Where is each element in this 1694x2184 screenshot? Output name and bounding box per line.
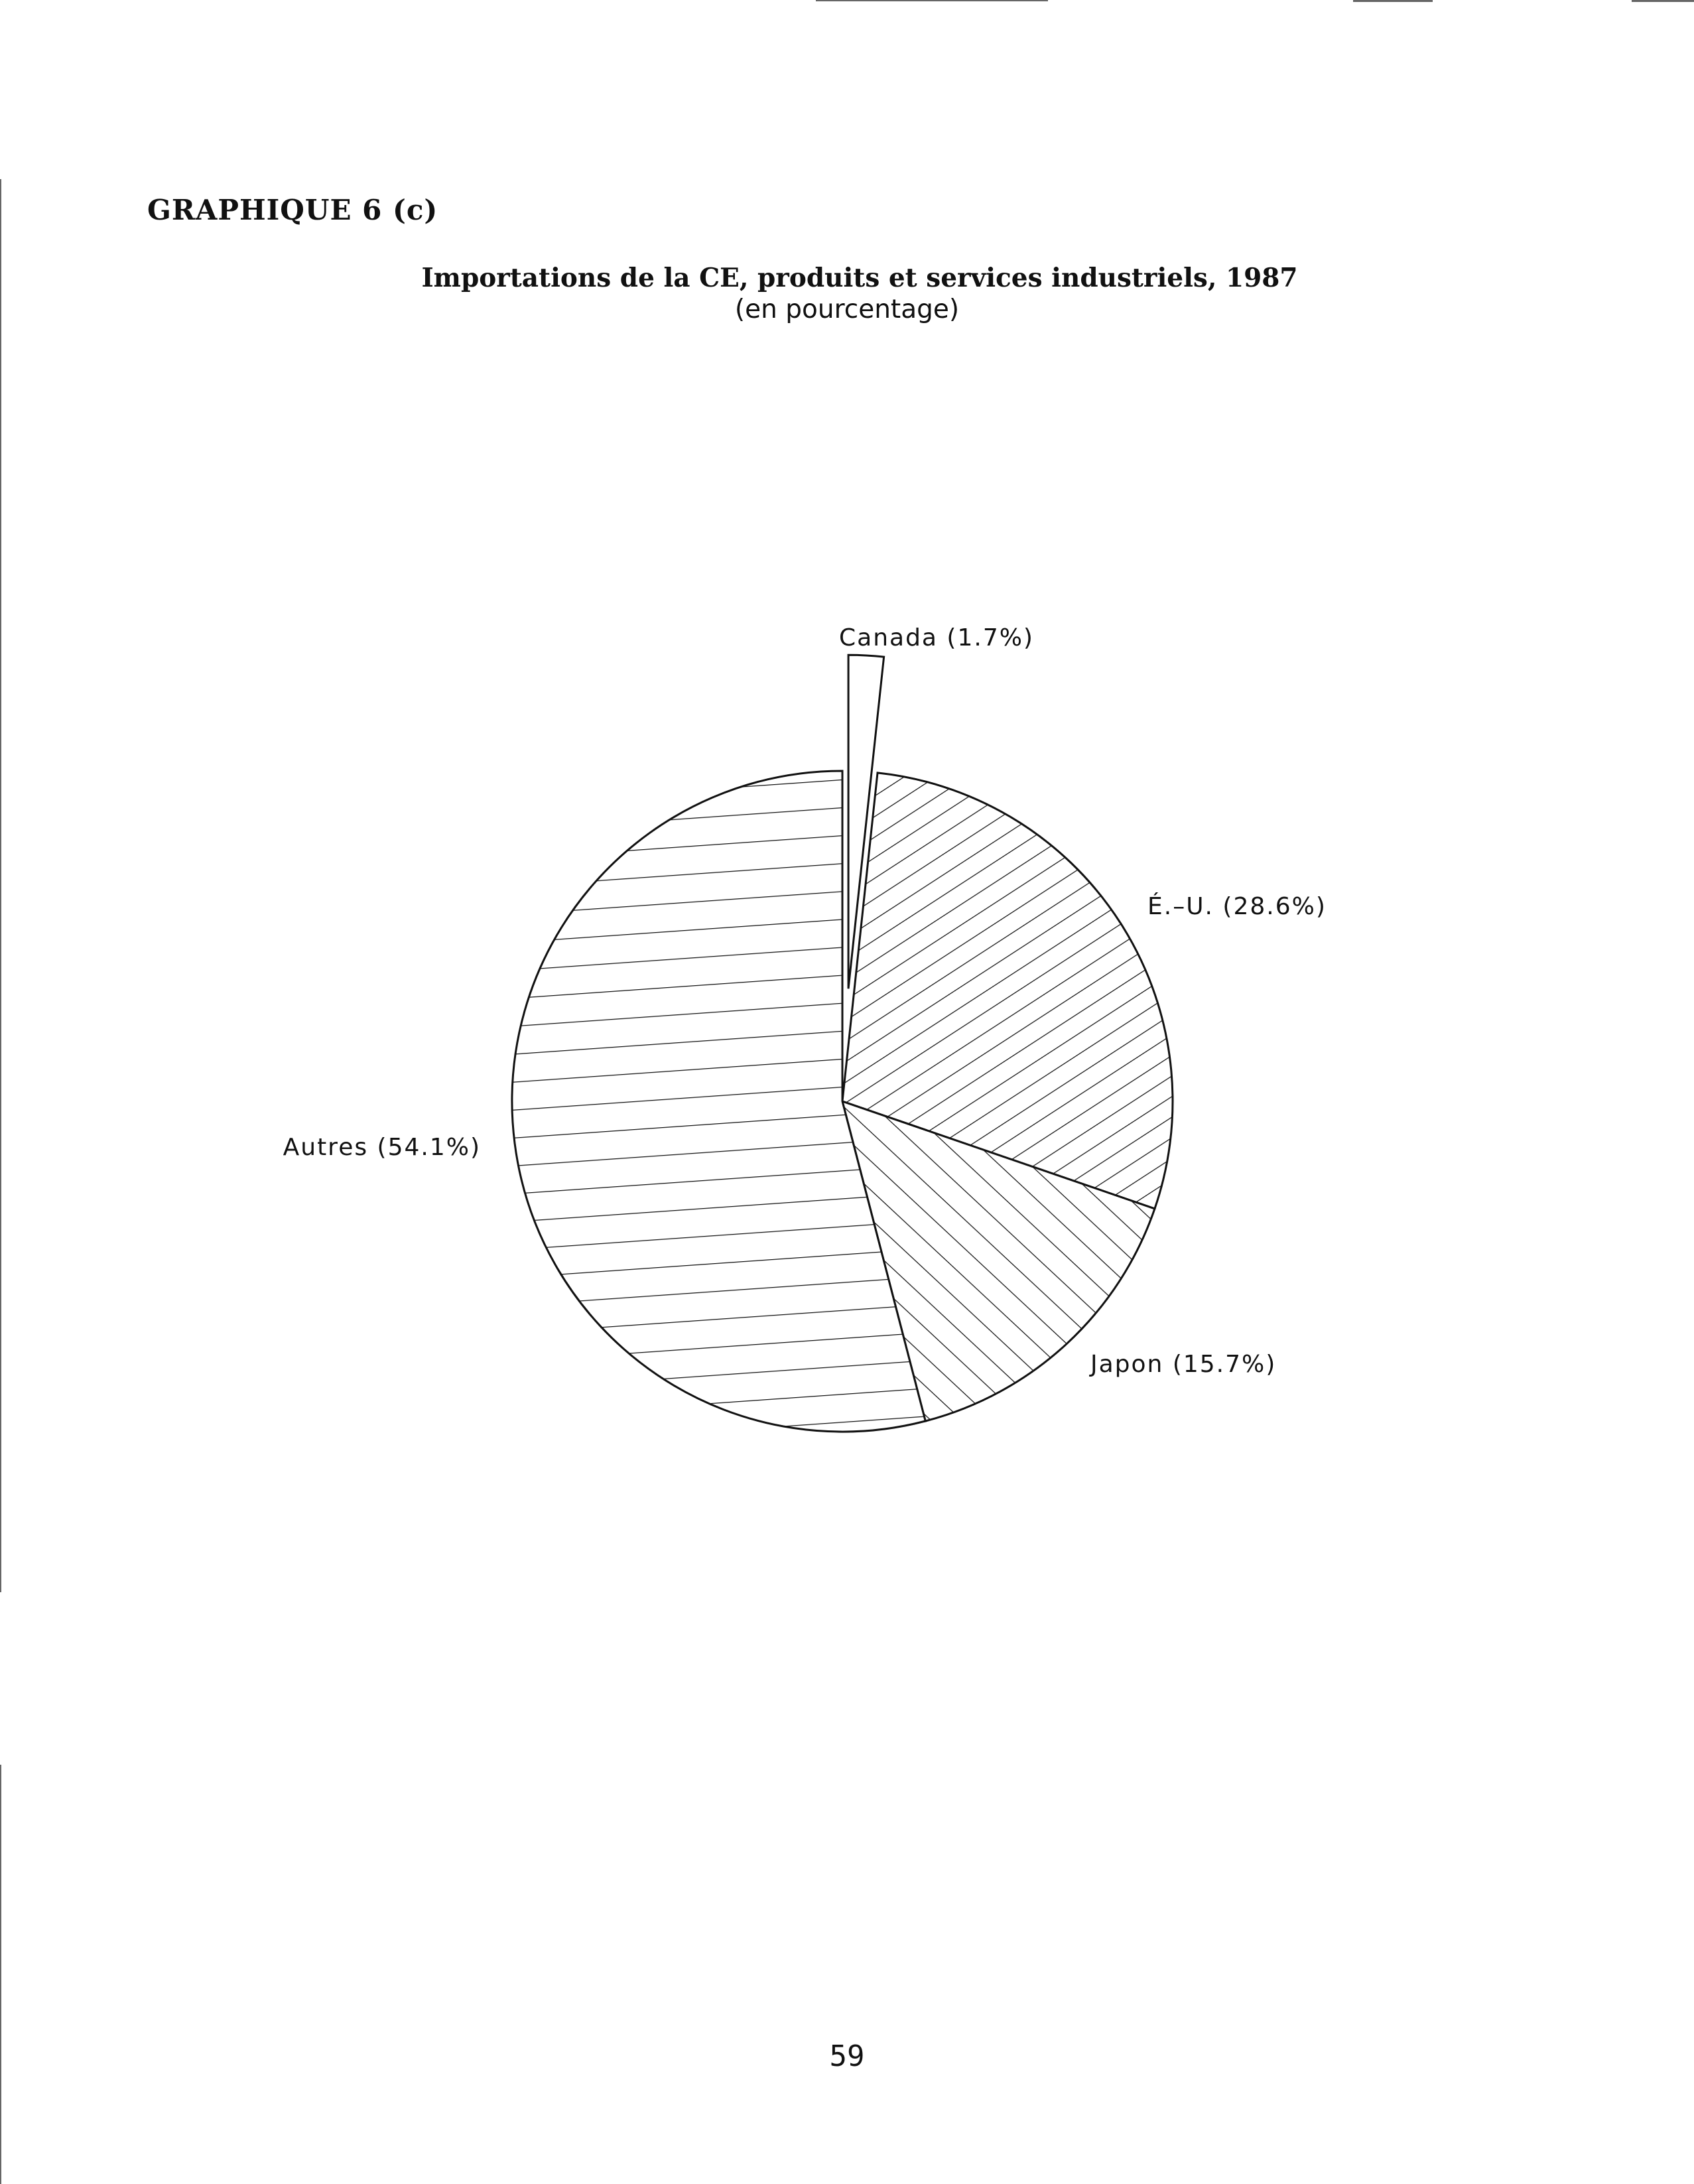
- scan-edge-left: [0, 179, 1, 1592]
- scan-edge-top-right: [1353, 0, 1433, 2]
- figure-heading: GRAPHIQUE 6 (c): [147, 194, 438, 226]
- scan-edge-top-corner: [1632, 0, 1694, 2]
- chart-title: Importations de la CE, produits et services industriels, 1987: [421, 263, 1298, 293]
- slice-label-canada: Canada (1.7%): [839, 624, 1034, 651]
- slice-label-e-u: É.–U. (28.6%): [1147, 893, 1327, 920]
- scan-edge-top: [816, 0, 1048, 1]
- scan-edge-left-lower: [0, 1765, 1, 2184]
- slice-label-autres: Autres (54.1%): [283, 1134, 481, 1161]
- page-number: 59: [829, 2039, 865, 2073]
- slice-label-japon: Japon (15.7%): [1090, 1351, 1277, 1378]
- chart-subtitle: (en pourcentage): [734, 295, 960, 324]
